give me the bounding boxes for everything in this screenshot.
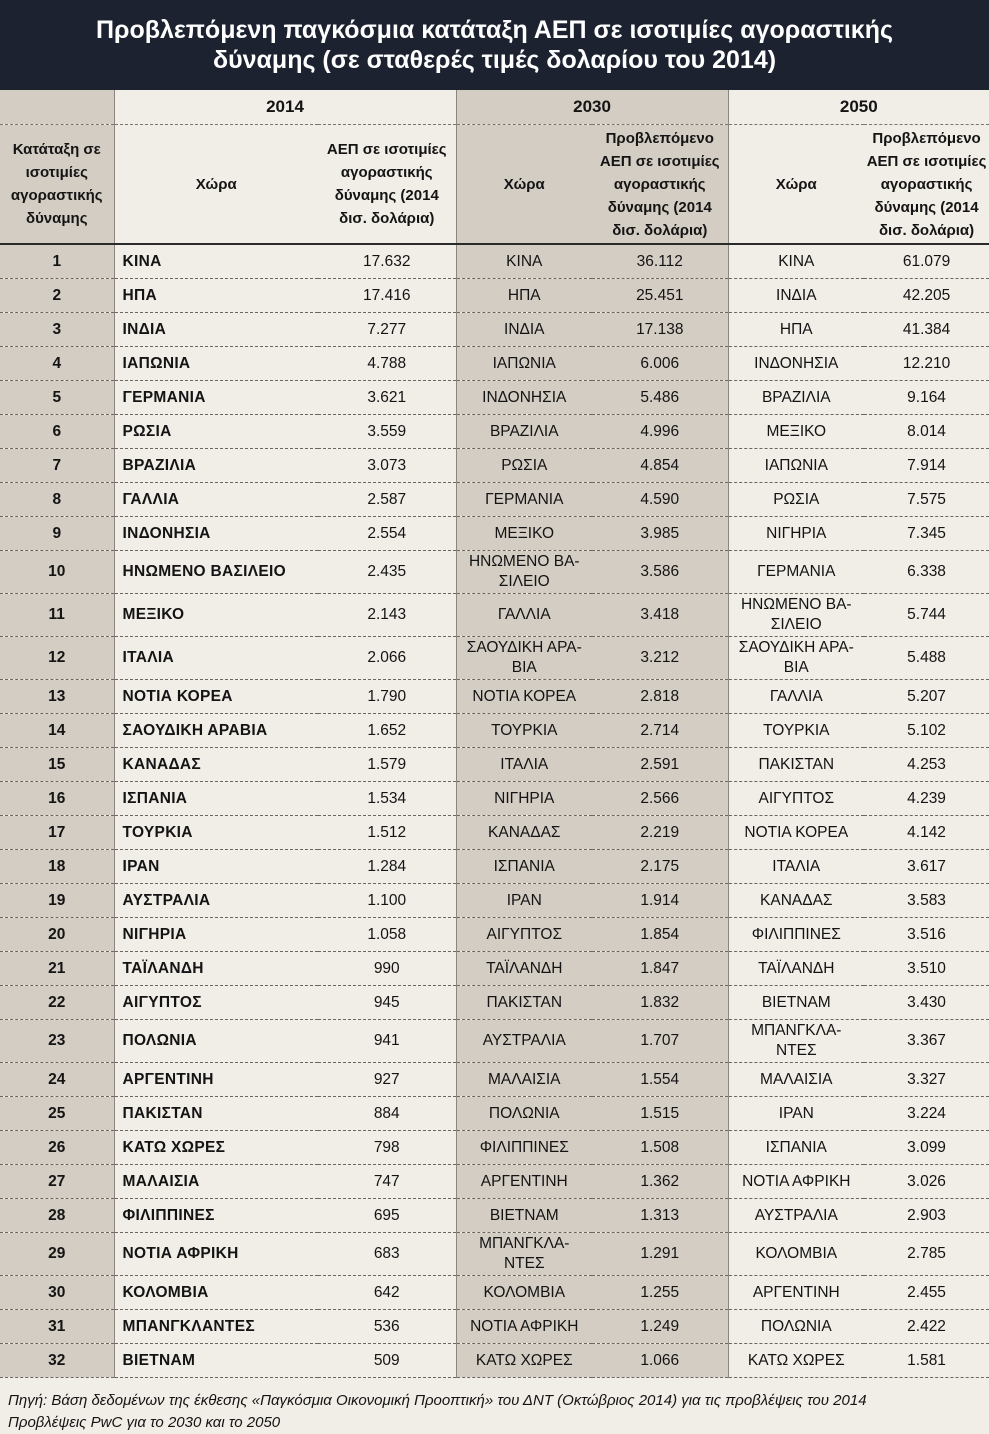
- gdp-2050-cell: 42.205: [864, 279, 989, 313]
- table-row: [0, 313, 989, 347]
- gdp-2030-cell: 2.175: [592, 850, 728, 884]
- country-2050-cell: ΡΩΣΙΑ: [728, 483, 864, 517]
- gdp-2030-cell: 1.914: [592, 884, 728, 918]
- country-2030-cell: ΝΟΤΙΑ ΑΦΡΙΚΗ: [456, 1310, 592, 1344]
- country-2050-cell: ΝΟΤΙΑ ΚΟΡΕΑ: [728, 816, 864, 850]
- year-header-2014: 2014: [114, 90, 456, 125]
- gdp-2030-cell: 1.508: [592, 1131, 728, 1165]
- country-2014-cell: ΒΡΑΖΙΛΙΑ: [114, 449, 318, 483]
- rank-cell: 25: [0, 1097, 114, 1131]
- rank-cell: 5: [0, 381, 114, 415]
- country-2050-cell: ΜΑΛΑΙΣΙΑ: [728, 1063, 864, 1097]
- country-2014-cell: ΑΡΓΕΝΤΙΝΗ: [114, 1063, 318, 1097]
- country-2014-cell: ΓΕΡΜΑΝΙΑ: [114, 381, 318, 415]
- gdp-2030-cell: 6.006: [592, 347, 728, 381]
- country-2050-cell: ΚΙΝΑ: [728, 244, 864, 279]
- rank-cell: 22: [0, 986, 114, 1020]
- country-2014-cell: ΗΠΑ: [114, 279, 318, 313]
- rank-cell: 15: [0, 748, 114, 782]
- gdp-2050-cell: 5.488: [864, 637, 989, 680]
- rank-cell: 23: [0, 1020, 114, 1063]
- country-2030-cell: ΙΝΔΙΑ: [456, 313, 592, 347]
- gdp-2050-cell: 61.079: [864, 244, 989, 279]
- country-2030-cell: ΝΙΓΗΡΙΑ: [456, 782, 592, 816]
- table-row: [0, 449, 989, 483]
- table-row: [0, 1020, 989, 1063]
- country-2050-cell: ΙΡΑΝ: [728, 1097, 864, 1131]
- gdp-2014-cell: 884: [318, 1097, 456, 1131]
- gdp-2030-cell: 36.112: [592, 244, 728, 279]
- gdp-2030-cell: 4.996: [592, 415, 728, 449]
- gdp-2050-cell: 5.744: [864, 594, 989, 637]
- gdp-2030-cell: 1.554: [592, 1063, 728, 1097]
- country-2050-cell: ΗΠΑ: [728, 313, 864, 347]
- source-footer: [0, 1378, 989, 1434]
- gdp-2050-cell: 3.430: [864, 986, 989, 1020]
- country-2030-cell: ΡΩΣΙΑ: [456, 449, 592, 483]
- gdp-2014-cell: 17.416: [318, 279, 456, 313]
- table-row: [0, 918, 989, 952]
- country-2014-cell: ΚΟΛΟΜΒΙΑ: [114, 1276, 318, 1310]
- gdp-2050-cell: 41.384: [864, 313, 989, 347]
- gdp-2014-cell: 509: [318, 1344, 456, 1378]
- table-row: [0, 952, 989, 986]
- rank-cell: 26: [0, 1131, 114, 1165]
- rank-cell: 10: [0, 551, 114, 594]
- table-row: [0, 1097, 989, 1131]
- country-2050-cell: ΣΑΟΥΔΙΚΗ ΑΡΑ- ΒΙΑ: [728, 637, 864, 680]
- gdp-2014-cell: 747: [318, 1165, 456, 1199]
- gdp-2050-cell: 6.338: [864, 551, 989, 594]
- country-2014-cell: ΗΝΩΜΕΝΟ ΒΑΣΙΛΕΙΟ: [114, 551, 318, 594]
- gdp-2050-cell: 2.422: [864, 1310, 989, 1344]
- gdp-2050-cell: 3.026: [864, 1165, 989, 1199]
- gdp-2030-cell: 1.832: [592, 986, 728, 1020]
- rank-cell: 6: [0, 415, 114, 449]
- gdp-2030-cell: 17.138: [592, 313, 728, 347]
- rank-cell: 24: [0, 1063, 114, 1097]
- country-2014-cell: ΤΟΥΡΚΙΑ: [114, 816, 318, 850]
- country-2030-cell: ΦΙΛΙΠΠΙΝΕΣ: [456, 1131, 592, 1165]
- gdp-2014-cell: 798: [318, 1131, 456, 1165]
- gdp-2030-cell: 1.313: [592, 1199, 728, 1233]
- gdp-2050-cell: 3.510: [864, 952, 989, 986]
- country-2014-cell: ΙΡΑΝ: [114, 850, 318, 884]
- country-2030-cell: ΙΤΑΛΙΑ: [456, 748, 592, 782]
- rank-cell: 9: [0, 517, 114, 551]
- gdp-2030-cell: 25.451: [592, 279, 728, 313]
- country-2050-cell: ΜΠΑΝΓΚΛΑ- ΝΤΕΣ: [728, 1020, 864, 1063]
- rank-cell: 27: [0, 1165, 114, 1199]
- gdp-2050-cell: 3.583: [864, 884, 989, 918]
- gdp-2014-cell: 1.284: [318, 850, 456, 884]
- country-2014-cell: ΤΑΪΛΑΝΔΗ: [114, 952, 318, 986]
- gdp-2050-cell: 4.239: [864, 782, 989, 816]
- gdp-2014-cell: 695: [318, 1199, 456, 1233]
- country-2030-header: Χώρα: [456, 125, 592, 245]
- rank-cell: 29: [0, 1233, 114, 1276]
- country-2030-cell: ΤΑΪΛΑΝΔΗ: [456, 952, 592, 986]
- table-row: [0, 1165, 989, 1199]
- gdp-2050-cell: 5.102: [864, 714, 989, 748]
- gdp-2030-cell: 5.486: [592, 381, 728, 415]
- rank-cell: 32: [0, 1344, 114, 1378]
- table-row: [0, 816, 989, 850]
- country-2014-cell: ΚΙΝΑ: [114, 244, 318, 279]
- table-row: [0, 517, 989, 551]
- country-2050-cell: ΝΟΤΙΑ ΑΦΡΙΚΗ: [728, 1165, 864, 1199]
- gdp-2014-cell: 2.143: [318, 594, 456, 637]
- gdp-2050-cell: 2.903: [864, 1199, 989, 1233]
- country-2030-cell: ΝΟΤΙΑ ΚΟΡΕΑ: [456, 680, 592, 714]
- gdp-2030-cell: 2.818: [592, 680, 728, 714]
- country-2030-cell: ΓΕΡΜΑΝΙΑ: [456, 483, 592, 517]
- gdp-2014-cell: 945: [318, 986, 456, 1020]
- country-2030-cell: ΠΟΛΩΝΙΑ: [456, 1097, 592, 1131]
- rank-cell: 21: [0, 952, 114, 986]
- gdp-2050-cell: 3.224: [864, 1097, 989, 1131]
- gdp-2030-cell: 1.515: [592, 1097, 728, 1131]
- gdp-2014-cell: 3.559: [318, 415, 456, 449]
- gdp-2014-cell: 4.788: [318, 347, 456, 381]
- country-2050-cell: ΒΙΕΤΝΑΜ: [728, 986, 864, 1020]
- gdp-2030-cell: 1.291: [592, 1233, 728, 1276]
- rank-cell: 7: [0, 449, 114, 483]
- country-2030-cell: ΜΕΞΙΚΟ: [456, 517, 592, 551]
- country-2030-cell: ΗΠΑ: [456, 279, 592, 313]
- gdp-2030-cell: 4.854: [592, 449, 728, 483]
- gdp-2050-cell: 2.785: [864, 1233, 989, 1276]
- source-line-1: Πηγή: Βάση δεδομένων της έκθεσης «Παγκόσμια Οικονομική Προοπτική» του ΔΝΤ (Οκτώβριος 2014) για τις προβλέψεις του 2014: [8, 1392, 867, 1409]
- gdp-2050-cell: 5.207: [864, 680, 989, 714]
- country-2050-cell: ΙΝΔΙΑ: [728, 279, 864, 313]
- country-2050-cell: ΠΑΚΙΣΤΑΝ: [728, 748, 864, 782]
- gdp-2050-cell: 4.253: [864, 748, 989, 782]
- country-2050-cell: ΙΑΠΩΝΙΑ: [728, 449, 864, 483]
- gdp-2014-cell: 1.790: [318, 680, 456, 714]
- country-2014-cell: ΙΣΠΑΝΙΑ: [114, 782, 318, 816]
- country-2014-cell: ΚΑΝΑΔΑΣ: [114, 748, 318, 782]
- title-line-1: Προβλεπόμενη παγκόσμια κατάταξη ΑΕΠ σε ισοτιμίες αγοραστικής: [95, 16, 894, 44]
- gdp-ranking-table: [0, 90, 989, 1378]
- gdp-2030-cell: 1.847: [592, 952, 728, 986]
- table-row: [0, 1199, 989, 1233]
- country-2014-header: Χώρα: [114, 125, 318, 245]
- gdp-2014-cell: 1.058: [318, 918, 456, 952]
- country-2030-cell: ΙΣΠΑΝΙΑ: [456, 850, 592, 884]
- gdp-2050-cell: 3.617: [864, 850, 989, 884]
- table-row: [0, 244, 989, 279]
- country-2050-cell: ΗΝΩΜΕΝΟ ΒΑ- ΣΙΛΕΙΟ: [728, 594, 864, 637]
- country-2050-header: Χώρα: [728, 125, 864, 245]
- country-2050-cell: ΜΕΞΙΚΟ: [728, 415, 864, 449]
- country-2050-cell: ΑΡΓΕΝΤΙΝΗ: [728, 1276, 864, 1310]
- gdp-2030-cell: 1.255: [592, 1276, 728, 1310]
- gdp-2030-cell: 2.566: [592, 782, 728, 816]
- gdp-2030-cell: 3.985: [592, 517, 728, 551]
- country-2050-cell: ΤΟΥΡΚΙΑ: [728, 714, 864, 748]
- table-row: [0, 1233, 989, 1276]
- gdp-2014-cell: 990: [318, 952, 456, 986]
- country-2014-cell: ΙΑΠΩΝΙΑ: [114, 347, 318, 381]
- country-2050-cell: ΠΟΛΩΝΙΑ: [728, 1310, 864, 1344]
- country-2014-cell: ΙΤΑΛΙΑ: [114, 637, 318, 680]
- gdp-2030-cell: 4.590: [592, 483, 728, 517]
- gdp-2050-cell: 7.914: [864, 449, 989, 483]
- table-row: [0, 680, 989, 714]
- gdp-2014-cell: 941: [318, 1020, 456, 1063]
- rank-cell: 13: [0, 680, 114, 714]
- country-2030-cell: ΑΙΓΥΠΤΟΣ: [456, 918, 592, 952]
- gdp-2014-cell: 1.534: [318, 782, 456, 816]
- gdp-2030-cell: 1.362: [592, 1165, 728, 1199]
- gdp-2030-cell: 2.714: [592, 714, 728, 748]
- rank-cell: 4: [0, 347, 114, 381]
- country-2050-cell: ΚΟΛΟΜΒΙΑ: [728, 1233, 864, 1276]
- country-2050-cell: ΚΑΝΑΔΑΣ: [728, 884, 864, 918]
- country-2014-cell: ΙΝΔΙΑ: [114, 313, 318, 347]
- country-2030-cell: ΣΑΟΥΔΙΚΗ ΑΡΑ- ΒΙΑ: [456, 637, 592, 680]
- year-header-2050: 2050: [728, 90, 989, 125]
- gdp-2014-header: ΑΕΠ σε ισοτιμίες αγοραστικής δύναμης (2014 δισ. δολάρια): [318, 125, 456, 245]
- country-2030-cell: ΑΡΓΕΝΤΙΝΗ: [456, 1165, 592, 1199]
- table-row: [0, 1310, 989, 1344]
- rank-cell: 3: [0, 313, 114, 347]
- country-2014-cell: ΦΙΛΙΠΠΙΝΕΣ: [114, 1199, 318, 1233]
- country-2030-cell: ΙΑΠΩΝΙΑ: [456, 347, 592, 381]
- country-2050-cell: ΦΙΛΙΠΠΙΝΕΣ: [728, 918, 864, 952]
- gdp-2050-cell: 3.099: [864, 1131, 989, 1165]
- table-row: [0, 714, 989, 748]
- gdp-2030-cell: 1.707: [592, 1020, 728, 1063]
- country-2014-cell: ΓΑΛΛΙΑ: [114, 483, 318, 517]
- country-2014-cell: ΜΕΞΙΚΟ: [114, 594, 318, 637]
- table-row: [0, 1063, 989, 1097]
- gdp-2014-cell: 642: [318, 1276, 456, 1310]
- gdp-2014-cell: 3.621: [318, 381, 456, 415]
- country-2030-cell: ΙΝΔΟΝΗΣΙΑ: [456, 381, 592, 415]
- gdp-2014-cell: 1.652: [318, 714, 456, 748]
- gdp-2030-cell: 3.418: [592, 594, 728, 637]
- year-header-row: [0, 90, 989, 125]
- table-row: [0, 483, 989, 517]
- country-2030-cell: ΑΥΣΤΡΑΛΙΑ: [456, 1020, 592, 1063]
- gdp-2014-cell: 927: [318, 1063, 456, 1097]
- country-2030-cell: ΗΝΩΜΕΝΟ ΒΑ- ΣΙΛΕΙΟ: [456, 551, 592, 594]
- country-2030-cell: ΚΑΝΑΔΑΣ: [456, 816, 592, 850]
- country-2030-cell: ΜΠΑΝΓΚΛΑ- ΝΤΕΣ: [456, 1233, 592, 1276]
- country-2014-cell: ΠΑΚΙΣΤΑΝ: [114, 1097, 318, 1131]
- gdp-2030-cell: 3.212: [592, 637, 728, 680]
- rank-cell: 31: [0, 1310, 114, 1344]
- gdp-2050-cell: 4.142: [864, 816, 989, 850]
- table-row: [0, 415, 989, 449]
- column-header-row: [0, 125, 989, 245]
- country-2050-cell: ΑΙΓΥΠΤΟΣ: [728, 782, 864, 816]
- gdp-2050-cell: 8.014: [864, 415, 989, 449]
- country-2030-cell: ΚΟΛΟΜΒΙΑ: [456, 1276, 592, 1310]
- title-line-2: δύναμης (σε σταθερές τιμές δολαρίου του 2014): [212, 46, 777, 74]
- country-2014-cell: ΑΥΣΤΡΑΛΙΑ: [114, 884, 318, 918]
- table-row: [0, 279, 989, 313]
- table-row: [0, 884, 989, 918]
- gdp-2014-cell: 3.073: [318, 449, 456, 483]
- country-2014-cell: ΒΙΕΤΝΑΜ: [114, 1344, 318, 1378]
- gdp-2014-cell: 1.512: [318, 816, 456, 850]
- gdp-2014-cell: 1.100: [318, 884, 456, 918]
- country-2030-cell: ΚΑΤΩ ΧΩΡΕΣ: [456, 1344, 592, 1378]
- year-header-2030: 2030: [456, 90, 728, 125]
- country-2050-cell: ΓΑΛΛΙΑ: [728, 680, 864, 714]
- source-line-2: Προβλέψεις PwC για το 2030 και το 2050: [8, 1414, 281, 1431]
- table-row: [0, 551, 989, 594]
- gdp-2014-cell: 536: [318, 1310, 456, 1344]
- gdp-2050-cell: 7.575: [864, 483, 989, 517]
- table-row: [0, 1344, 989, 1378]
- country-2050-cell: ΑΥΣΤΡΑΛΙΑ: [728, 1199, 864, 1233]
- country-2014-cell: ΙΝΔΟΝΗΣΙΑ: [114, 517, 318, 551]
- rank-cell: 20: [0, 918, 114, 952]
- country-2030-cell: ΒΙΕΤΝΑΜ: [456, 1199, 592, 1233]
- country-2030-cell: ΓΑΛΛΙΑ: [456, 594, 592, 637]
- gdp-2050-cell: 7.345: [864, 517, 989, 551]
- gdp-2030-header: Προβλεπόμενο ΑΕΠ σε ισοτιμίες αγοραστικής δύναμης (2014 δισ. δολάρια): [592, 125, 728, 245]
- country-2014-cell: ΝΙΓΗΡΙΑ: [114, 918, 318, 952]
- gdp-2050-header: Προβλεπόμενο ΑΕΠ σε ισοτιμίες αγοραστικής δύναμης (2014 δισ. δολάρια): [864, 125, 989, 245]
- rank-cell: 19: [0, 884, 114, 918]
- gdp-2030-cell: 1.249: [592, 1310, 728, 1344]
- country-2014-cell: ΠΟΛΩΝΙΑ: [114, 1020, 318, 1063]
- country-2030-cell: ΒΡΑΖΙΛΙΑ: [456, 415, 592, 449]
- country-2014-cell: ΚΑΤΩ ΧΩΡΕΣ: [114, 1131, 318, 1165]
- table-row: [0, 850, 989, 884]
- table-row: [0, 594, 989, 637]
- country-2014-cell: ΜΑΛΑΙΣΙΑ: [114, 1165, 318, 1199]
- country-2050-cell: ΤΑΪΛΑΝΔΗ: [728, 952, 864, 986]
- rank-cell: 12: [0, 637, 114, 680]
- gdp-2014-cell: 2.435: [318, 551, 456, 594]
- country-2014-cell: ΑΙΓΥΠΤΟΣ: [114, 986, 318, 1020]
- year-header-blank: [0, 90, 114, 125]
- rank-cell: 16: [0, 782, 114, 816]
- gdp-2030-cell: 1.066: [592, 1344, 728, 1378]
- table-row: [0, 986, 989, 1020]
- country-2014-cell: ΣΑΟΥΔΙΚΗ ΑΡΑΒΙΑ: [114, 714, 318, 748]
- rank-cell: 1: [0, 244, 114, 279]
- country-2050-cell: ΙΤΑΛΙΑ: [728, 850, 864, 884]
- rank-cell: 11: [0, 594, 114, 637]
- country-2030-cell: ΜΑΛΑΙΣΙΑ: [456, 1063, 592, 1097]
- table-row: [0, 381, 989, 415]
- table-row: [0, 782, 989, 816]
- gdp-2050-cell: 3.367: [864, 1020, 989, 1063]
- country-2014-cell: ΝΟΤΙΑ ΚΟΡΕΑ: [114, 680, 318, 714]
- country-2050-cell: ΙΝΔΟΝΗΣΙΑ: [728, 347, 864, 381]
- rank-cell: 18: [0, 850, 114, 884]
- title-banner: [0, 0, 989, 90]
- table-body: [0, 244, 989, 1378]
- country-2050-cell: ΓΕΡΜΑΝΙΑ: [728, 551, 864, 594]
- rank-cell: 30: [0, 1276, 114, 1310]
- gdp-2030-cell: 2.591: [592, 748, 728, 782]
- rank-cell: 14: [0, 714, 114, 748]
- gdp-2014-cell: 2.066: [318, 637, 456, 680]
- country-2030-cell: ΤΟΥΡΚΙΑ: [456, 714, 592, 748]
- table-row: [0, 347, 989, 381]
- gdp-2030-cell: 3.586: [592, 551, 728, 594]
- gdp-2014-cell: 7.277: [318, 313, 456, 347]
- gdp-2014-cell: 2.587: [318, 483, 456, 517]
- gdp-2050-cell: 2.455: [864, 1276, 989, 1310]
- country-2030-cell: ΚΙΝΑ: [456, 244, 592, 279]
- table-row: [0, 637, 989, 680]
- rank-header: Κατάταξη σε ισοτιμίες αγοραστικής δύναμης: [0, 125, 114, 245]
- gdp-2014-cell: 683: [318, 1233, 456, 1276]
- rank-cell: 8: [0, 483, 114, 517]
- country-2014-cell: ΝΟΤΙΑ ΑΦΡΙΚΗ: [114, 1233, 318, 1276]
- gdp-2014-cell: 17.632: [318, 244, 456, 279]
- gdp-2050-cell: 3.327: [864, 1063, 989, 1097]
- country-2014-cell: ΜΠΑΝΓΚΛΑΝΤΕΣ: [114, 1310, 318, 1344]
- table-row: [0, 1276, 989, 1310]
- gdp-2030-cell: 1.854: [592, 918, 728, 952]
- country-2050-cell: ΚΑΤΩ ΧΩΡΕΣ: [728, 1344, 864, 1378]
- rank-cell: 2: [0, 279, 114, 313]
- gdp-2050-cell: 9.164: [864, 381, 989, 415]
- country-2050-cell: ΝΙΓΗΡΙΑ: [728, 517, 864, 551]
- country-2030-cell: ΙΡΑΝ: [456, 884, 592, 918]
- country-2050-cell: ΙΣΠΑΝΙΑ: [728, 1131, 864, 1165]
- country-2014-cell: ΡΩΣΙΑ: [114, 415, 318, 449]
- gdp-2050-cell: 1.581: [864, 1344, 989, 1378]
- rank-cell: 28: [0, 1199, 114, 1233]
- country-2030-cell: ΠΑΚΙΣΤΑΝ: [456, 986, 592, 1020]
- gdp-2014-cell: 1.579: [318, 748, 456, 782]
- country-2050-cell: ΒΡΑΖΙΛΙΑ: [728, 381, 864, 415]
- gdp-2030-cell: 2.219: [592, 816, 728, 850]
- gdp-2014-cell: 2.554: [318, 517, 456, 551]
- gdp-2050-cell: 3.516: [864, 918, 989, 952]
- rank-cell: 17: [0, 816, 114, 850]
- table-row: [0, 748, 989, 782]
- table-row: [0, 1131, 989, 1165]
- gdp-2050-cell: 12.210: [864, 347, 989, 381]
